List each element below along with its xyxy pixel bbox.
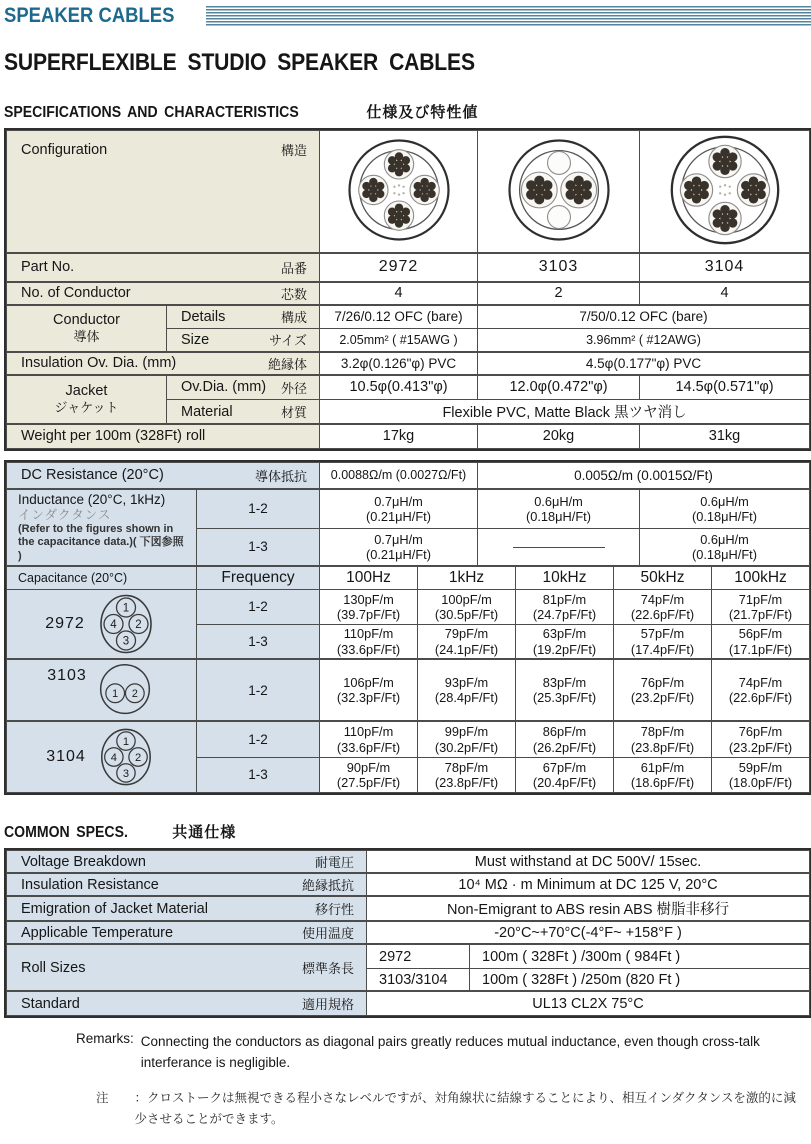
insulation-value: 4.5φ(0.177"φ) PVC — [478, 352, 810, 375]
weight-row — [7, 424, 810, 448]
capacitance-value: 63pF/m (19.2pF/Ft) — [516, 624, 614, 659]
capacitance-pair-cell: 1-3 — [197, 757, 320, 792]
inductance-label-jp: インダクタンス — [18, 508, 112, 523]
jacket-ovdia-label-jp: 外径 — [281, 380, 308, 396]
emigration-row — [7, 896, 810, 921]
capacitance-value: 130pF/m (39.7pF/Ft) — [320, 589, 418, 624]
configuration-diagram-cell-3104 — [640, 131, 810, 253]
frequency-column-header: 1kHz — [418, 566, 516, 589]
spec-section-heading — [4, 101, 811, 122]
capacitance-pair-cell: 1-2 — [197, 721, 320, 757]
jacket-ovdia-value: 10.5φ(0.413"φ) — [320, 375, 478, 400]
weight-value: 17kg — [320, 424, 478, 448]
insulation-label-jp: 絶縁体 — [268, 356, 308, 372]
main-title: SUPERFLEXIBLE STUDIO SPEAKER CABLES — [4, 49, 475, 76]
svg-text:1: 1 — [111, 688, 118, 701]
emigration-label-cell — [7, 896, 367, 921]
conductor-count-label-cell — [7, 282, 320, 305]
capacitance-value: 79pF/m (24.1pF/Ft) — [418, 624, 516, 659]
conductor-size-label: Size — [181, 331, 210, 348]
dc-resistance-value: 0.0088Ω/m (0.0027Ω/Ft) — [320, 462, 478, 489]
common-section-title-jp: 共通仕様 — [172, 823, 237, 841]
roll-sizes-value: 100m ( 328Ft ) /250m (820 Ft ) — [470, 968, 810, 991]
temperature-label-cell — [7, 921, 367, 944]
inductance-value: 0.6μH/m (0.18μH/Ft) — [478, 489, 640, 528]
insulation-resistance-label: Insulation Resistance — [21, 876, 159, 893]
capacitance-value: 76pF/m (23.2pF/Ft) — [614, 659, 712, 721]
weight-value: 31kg — [640, 424, 810, 448]
jacket-material-label-jp: 材質 — [281, 405, 308, 420]
svg-text:4: 4 — [110, 619, 117, 631]
conductor-details-row — [7, 305, 810, 329]
standard-value: UL13 CL2X 75°C — [367, 991, 810, 1015]
insulation-label-cell — [7, 352, 320, 375]
frequency-column-header: 10kHz — [516, 566, 614, 589]
inductance-value: 0.6μH/m (0.18μH/Ft) — [640, 528, 810, 565]
emigration-label: Emigration of Jacket Material — [21, 900, 208, 917]
dc-resistance-row — [7, 462, 810, 489]
conductor-count-value: 4 — [320, 282, 478, 305]
capacitance-value: 90pF/m (27.5pF/Ft) — [320, 757, 418, 792]
part-no-value: 2972 — [320, 253, 478, 282]
capacitance-part-label: 3103 — [47, 667, 87, 685]
conductor-details-label: Details — [181, 308, 226, 325]
capacitance-3104-label-cell — [7, 721, 197, 792]
capacitance-part-label: 2972 — [45, 615, 85, 632]
spec-section-title-jp: 仕様及び特性値 — [366, 104, 479, 121]
roll-sizes-label-cell — [7, 944, 367, 991]
inductance-row-1-2 — [7, 489, 810, 528]
capacitance-part-label: 3104 — [46, 748, 86, 765]
frequency-label-cell: Frequency — [197, 566, 320, 589]
electrical-table-capacitance — [6, 566, 810, 793]
insulation-resistance-row — [7, 873, 810, 896]
capacitance-value: 93pF/m (28.4pF/Ft) — [418, 659, 516, 721]
inductance-value: 0.6μH/m (0.18μH/Ft) — [640, 489, 810, 528]
capacitance-value: 74pF/m (22.6pF/Ft) — [712, 659, 810, 721]
dc-resistance-label: DC Resistance (20°C) — [21, 467, 164, 484]
inductance-pair-cell: 1-3 — [197, 528, 320, 565]
conductor-size-label-jp: サイズ — [269, 333, 308, 349]
jacket-ovdia-value: 14.5φ(0.571"φ) — [640, 375, 810, 400]
jacket-material-value: Flexible PVC, Matte Black 黒ツヤ消し — [320, 400, 810, 425]
dc-resistance-label-jp: 導体抵抗 — [254, 468, 307, 484]
configuration-label-cell — [7, 131, 320, 253]
configuration-label-jp: 構造 — [281, 143, 308, 158]
capacitance-3103-label-cell — [7, 659, 197, 721]
conductor-count-value: 4 — [640, 282, 810, 305]
capacitance-value: 76pF/m (23.2pF/Ft) — [712, 721, 810, 757]
roll-sizes-label-jp: 標準条長 — [301, 961, 354, 977]
frequency-column-header: 100kHz — [712, 566, 810, 589]
capacitance-value: 57pF/m (17.4pF/Ft) — [614, 624, 712, 659]
electrical-table-top — [6, 462, 810, 566]
part-no-value: 3103 — [478, 253, 640, 282]
svg-text:2: 2 — [134, 751, 141, 764]
conductor-size-value: 3.96mm² ( #12AWG) — [478, 329, 810, 352]
standard-label: Standard — [21, 995, 80, 1012]
dc-resistance-label-cell — [7, 462, 320, 489]
frequency-column-header: 100Hz — [320, 566, 418, 589]
conductor-count-label: No. of Conductor — [21, 285, 131, 301]
standard-label-cell — [7, 991, 367, 1015]
part-no-label-jp: 品番 — [281, 260, 308, 276]
emigration-label-jp: 移行性 — [314, 902, 354, 918]
pair-diagram-3104 — [93, 727, 157, 787]
capacitance-value: 99pF/m (30.2pF/Ft) — [418, 721, 516, 757]
configuration-diagram-cell-3103 — [478, 131, 640, 253]
remarks-label: Remarks: — [76, 1030, 134, 1046]
japanese-note-text: ：クロストークは無視できる程小さなレベルですが、対角線状に結線することにより、相互インダクタンスを激的に減少させることができます。 — [134, 1090, 796, 1127]
standard-row — [7, 991, 810, 1015]
conductor-group-label: Conductor — [53, 311, 120, 328]
banner-title: SPEAKER CABLES — [4, 4, 175, 27]
temperature-row — [7, 921, 810, 944]
jacket-ovdia-value: 12.0φ(0.472"φ) — [478, 375, 640, 400]
capacitance-value: 74pF/m (22.6pF/Ft) — [614, 589, 712, 624]
common-specs-grid — [6, 850, 810, 1016]
jacket-group-label: Jacket — [65, 383, 108, 400]
dc-resistance-value: 0.005Ω/m (0.0015Ω/Ft) — [478, 462, 810, 489]
capacitance-label-cell — [7, 566, 197, 589]
capacitance-pair-cell: 1-2 — [197, 659, 320, 721]
remarks-block — [76, 1031, 811, 1074]
capacitance-value: 81pF/m (24.7pF/Ft) — [516, 589, 614, 624]
cable-cross-section-3103 — [504, 135, 614, 245]
roll-sizes-part: 2972 — [367, 944, 470, 968]
capacitance-value: 59pF/m (18.0pF/Ft) — [712, 757, 810, 792]
electrical-table — [4, 460, 811, 795]
capacitance-header-row — [7, 566, 810, 589]
jacket-ovdia-label-cell — [167, 375, 320, 400]
jacket-ovdia-row — [7, 375, 810, 400]
capacitance-value: 78pF/m (23.8pF/Ft) — [418, 757, 516, 792]
configuration-diagram-cell-2972 — [320, 131, 478, 253]
banner-stripes-decoration — [206, 6, 811, 26]
roll-sizes-value: 100m ( 328Ft ) /300m ( 984Ft ) — [470, 944, 810, 968]
voltage-breakdown-value: Must withstand at DC 500V/ 15sec. — [367, 850, 810, 873]
common-section-heading — [4, 821, 811, 842]
capacitance-2972-row-1-2 — [7, 589, 810, 624]
weight-label: Weight per 100m (328Ft) roll — [21, 428, 206, 445]
roll-sizes-label: Roll Sizes — [21, 959, 86, 976]
capacitance-label: Capacitance (20°C) — [18, 570, 128, 585]
emigration-value: Non-Emigrant to ABS resin ABS 樹脂非移行 — [367, 896, 810, 921]
jacket-material-label-cell — [167, 400, 320, 425]
svg-text:2: 2 — [135, 619, 142, 631]
jacket-ovdia-label: Ov.Dia. (mm) — [181, 379, 267, 396]
insulation-resistance-label-cell — [7, 873, 367, 896]
conductor-count-value: 2 — [478, 282, 640, 305]
conductor-count-label-jp: 芯数 — [281, 286, 308, 302]
inductance-label-cell — [7, 489, 197, 565]
capacitance-value: 78pF/m (23.8pF/Ft) — [614, 721, 712, 757]
part-no-row — [7, 253, 810, 282]
conductor-details-label-cell — [167, 305, 320, 329]
temperature-label-jp: 使用温度 — [301, 926, 354, 942]
roll-sizes-part: 3103/3104 — [367, 968, 470, 991]
configuration-label: Configuration — [21, 141, 108, 158]
svg-text:1: 1 — [122, 735, 129, 748]
insulation-row — [7, 352, 810, 375]
svg-text:1: 1 — [122, 602, 129, 615]
conductor-details-value: 7/50/0.12 OFC (bare) — [478, 305, 810, 329]
inductance-pair-cell: 1-2 — [197, 489, 320, 528]
conductor-group-label-cell — [7, 305, 167, 352]
cable-cross-section-2972 — [344, 135, 454, 245]
frequency-column-header: 50kHz — [614, 566, 712, 589]
conductor-details-value: 7/26/0.12 OFC (bare) — [320, 305, 478, 329]
spec-table — [4, 128, 811, 451]
voltage-breakdown-label: Voltage Breakdown — [21, 853, 146, 870]
capacitance-value: 110pF/m (33.6pF/Ft) — [320, 624, 418, 659]
capacitance-3104-row-1-2 — [7, 721, 810, 757]
common-specs-table — [4, 848, 811, 1018]
capacitance-value: 56pF/m (17.1pF/Ft) — [712, 624, 810, 659]
pair-diagram-3103 — [94, 661, 156, 719]
conductor-count-row — [7, 282, 810, 305]
standard-label-jp: 適用規格 — [301, 997, 354, 1012]
inductance-label: Inductance (20°C, 1kHz) — [18, 492, 166, 507]
temperature-value: -20°C~+70°C(-4°F~ +158°F ) — [367, 921, 810, 944]
svg-text:2: 2 — [131, 688, 138, 701]
common-section-title: COMMON SPECS. — [4, 823, 128, 841]
remarks-text: Connecting the conductors as diagonal pairs greatly reduces mutual inductance, even though cross-talk interferance is negligible. — [140, 1033, 760, 1071]
temperature-label: Applicable Temperature — [21, 924, 174, 941]
svg-text:3: 3 — [122, 635, 129, 648]
jacket-group-label-cell — [7, 375, 167, 425]
voltage-breakdown-label-cell — [7, 850, 367, 873]
inductance-value: 0.7μH/m (0.21μH/Ft) — [320, 528, 478, 565]
capacitance-value: 71pF/m (21.7pF/Ft) — [712, 589, 810, 624]
configuration-row — [7, 131, 810, 253]
capacitance-value: 67pF/m (20.4pF/Ft) — [516, 757, 614, 792]
japanese-note-block — [96, 1088, 811, 1131]
capacitance-value: 100pF/m (30.5pF/Ft) — [418, 589, 516, 624]
capacitance-2972-label-cell — [7, 589, 197, 659]
conductor-details-label-jp: 構成 — [281, 310, 308, 326]
inductance-no-value-cell — [478, 528, 640, 565]
conductor-size-label-cell — [167, 329, 320, 352]
capacitance-value: 83pF/m (25.3pF/Ft) — [516, 659, 614, 721]
capacitance-3103-row-1-2 — [7, 659, 810, 721]
cable-cross-section-3104 — [668, 133, 782, 247]
insulation-resistance-value: 10⁴ MΩ · m Minimum at DC 125 V, 20°C — [367, 873, 810, 896]
capacitance-value: 106pF/m (32.3pF/Ft) — [320, 659, 418, 721]
conductor-size-value: 2.05mm² ( #15AWG ) — [320, 329, 478, 352]
voltage-breakdown-label-jp: 耐電圧 — [314, 855, 354, 870]
capacitance-value: 86pF/m (26.2pF/Ft) — [516, 721, 614, 757]
japanese-note-label: 注 — [96, 1090, 109, 1105]
svg-text:3: 3 — [122, 767, 129, 780]
svg-text:4: 4 — [110, 751, 117, 764]
roll-sizes-row-2972 — [7, 944, 810, 968]
inductance-note-line1: (Refer to the figures shown in — [18, 523, 174, 536]
voltage-breakdown-row — [7, 850, 810, 873]
page-banner — [0, 0, 811, 29]
part-no-value: 3104 — [640, 253, 810, 282]
spec-table-grid — [6, 130, 810, 449]
part-no-label: Part No. — [21, 259, 75, 275]
capacitance-pair-cell: 1-3 — [197, 624, 320, 659]
inductance-value: 0.7μH/m (0.21μH/Ft) — [320, 489, 478, 528]
no-value-dash — [513, 547, 605, 548]
weight-value: 20kg — [478, 424, 640, 448]
jacket-material-label: Material — [181, 403, 233, 420]
capacitance-value: 110pF/m (33.6pF/Ft) — [320, 721, 418, 757]
insulation-label: Insulation Ov. Dia. (mm) — [21, 355, 177, 371]
spec-section-title: SPECIFICATIONS AND CHARACTERISTICS — [4, 104, 299, 121]
capacitance-value: 61pF/m (18.6pF/Ft) — [614, 757, 712, 792]
weight-label-cell — [7, 424, 320, 448]
insulation-resistance-label-jp: 絶縁抵抗 — [301, 878, 354, 894]
pair-diagram-2972 — [92, 593, 158, 655]
jacket-group-label-jp: ジャケット — [54, 400, 119, 416]
capacitance-pair-cell: 1-2 — [197, 589, 320, 624]
conductor-group-label-jp: 導体 — [73, 328, 100, 344]
part-no-label-cell — [7, 253, 320, 282]
inductance-note-line2: the capacitance data.)( 下図参照 ) — [18, 536, 184, 562]
insulation-value: 3.2φ(0.126"φ) PVC — [320, 352, 478, 375]
